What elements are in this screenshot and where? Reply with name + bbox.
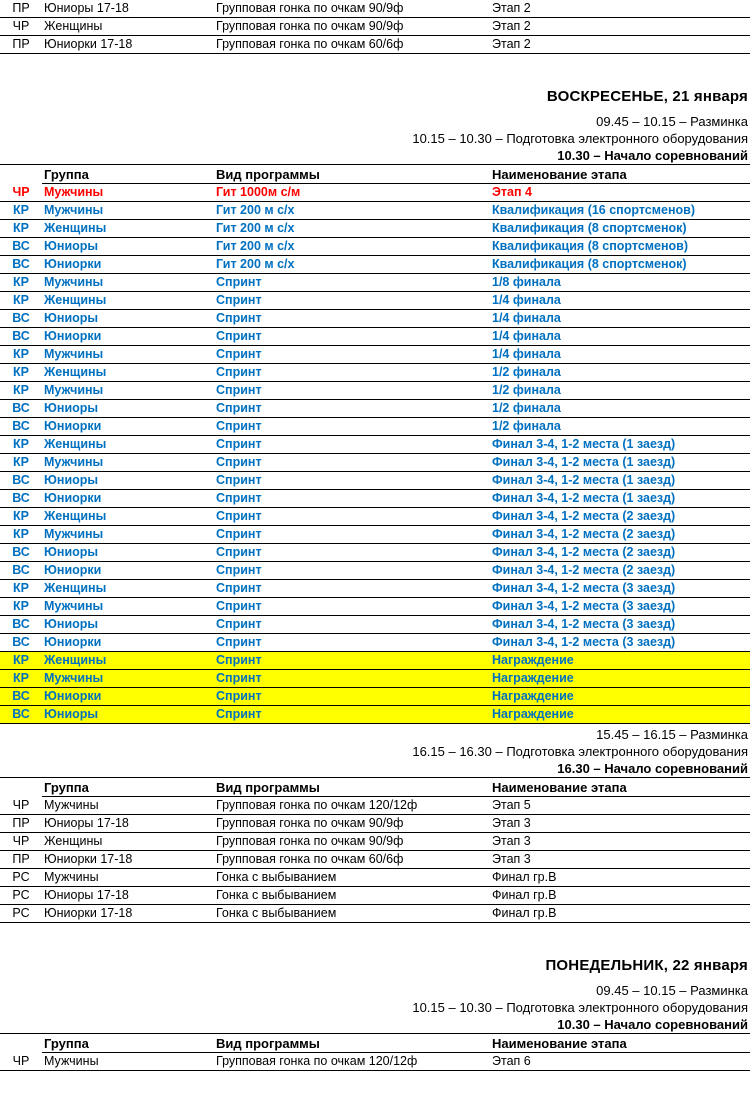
cell-program: Групповая гонка по очкам 120/12ф (214, 1053, 490, 1071)
cell-program: Спринт (214, 418, 490, 436)
cell-group: Мужчины (42, 797, 214, 815)
cell-program: Гит 200 м с/х (214, 220, 490, 238)
table-monday (0, 1033, 750, 1071)
cell-group: Женщины (42, 833, 214, 851)
column-header-group: Группа (42, 1034, 214, 1053)
table-row (0, 454, 750, 472)
cell-program: Групповая гонка по очкам 90/9ф (214, 18, 490, 36)
cell-program: Спринт (214, 472, 490, 490)
cell-code: КР (0, 454, 42, 472)
cell-group: Юниоры (42, 616, 214, 634)
table-row (0, 851, 750, 869)
cell-program: Групповая гонка по очкам 90/9ф (214, 0, 490, 18)
table-row (0, 526, 750, 544)
cell-program: Спринт (214, 652, 490, 670)
cell-group: Юниорки (42, 256, 214, 274)
cell-code: КР (0, 436, 42, 454)
table-row (0, 310, 750, 328)
timeline-monday-1: 09.45 – 10.15 – Разминка (596, 983, 748, 998)
table-row (0, 256, 750, 274)
cell-code: ПР (0, 36, 42, 54)
cell-group: Юниорки 17-18 (42, 851, 214, 869)
table-body-sunday-evening (0, 797, 750, 923)
cell-program: Спринт (214, 508, 490, 526)
timeline-sunday-1: 09.45 – 10.15 – Разминка (596, 114, 748, 129)
table-row (0, 887, 750, 905)
table-row (0, 364, 750, 382)
cell-group: Юниоры (42, 238, 214, 256)
table-row (0, 508, 750, 526)
cell-program: Спринт (214, 454, 490, 472)
spacer (0, 923, 750, 957)
cell-program: Спринт (214, 346, 490, 364)
cell-group: Мужчины (42, 454, 214, 472)
cell-program: Групповая гонка по очкам 60/6ф (214, 36, 490, 54)
cell-code: РС (0, 887, 42, 905)
table-row (0, 706, 750, 724)
table-row (0, 328, 750, 346)
table-row (0, 688, 750, 706)
table-row (0, 184, 750, 202)
cell-code: ВС (0, 634, 42, 652)
table-row (0, 1053, 750, 1071)
cell-stage: Квалификация (8 спортсменок) (490, 220, 750, 238)
cell-program: Групповая гонка по очкам 60/6ф (214, 851, 490, 869)
table-body-sunday-morning (0, 184, 750, 724)
column-header-stage: Наименование этапа (490, 165, 750, 184)
cell-stage: Этап 6 (490, 1053, 750, 1071)
cell-group: Мужчины (42, 869, 214, 887)
cell-stage: Награждение (490, 688, 750, 706)
cell-stage: Этап 2 (490, 0, 750, 18)
cell-stage: Награждение (490, 706, 750, 724)
column-header-code (0, 778, 42, 797)
cell-group: Юниорки (42, 490, 214, 508)
table-sunday-evening (0, 777, 750, 923)
cell-group: Мужчины (42, 184, 214, 202)
cell-stage: 1/4 финала (490, 310, 750, 328)
cell-stage: Квалификация (8 спортсменов) (490, 238, 750, 256)
table-row (0, 202, 750, 220)
cell-stage: Этап 3 (490, 815, 750, 833)
cell-stage: Этап 2 (490, 36, 750, 54)
cell-stage: 1/4 финала (490, 292, 750, 310)
cell-program: Спринт (214, 526, 490, 544)
cell-stage: Этап 4 (490, 184, 750, 202)
table-row (0, 382, 750, 400)
cell-code: ЧР (0, 833, 42, 851)
cell-code: КР (0, 526, 42, 544)
cell-stage: 1/2 финала (490, 400, 750, 418)
cell-stage: Финал 3-4, 1-2 места (3 заезд) (490, 616, 750, 634)
cell-code: КР (0, 202, 42, 220)
cell-stage: 1/2 финала (490, 382, 750, 400)
cell-stage: Финал 3-4, 1-2 места (3 заезд) (490, 634, 750, 652)
cell-group: Юниоры (42, 400, 214, 418)
cell-code: ВС (0, 418, 42, 436)
cell-stage: 1/4 финала (490, 328, 750, 346)
cell-code: КР (0, 220, 42, 238)
cell-stage: Этап 2 (490, 18, 750, 36)
table-row (0, 472, 750, 490)
day-title-sunday: ВОСКРЕСЕНЬЕ, 21 января (546, 88, 748, 105)
table-header-row (0, 165, 750, 184)
cell-program: Спринт (214, 634, 490, 652)
table-row (0, 0, 750, 18)
cell-program: Гит 200 м с/х (214, 202, 490, 220)
cell-program: Спринт (214, 562, 490, 580)
cell-stage: Этап 5 (490, 797, 750, 815)
table-row (0, 220, 750, 238)
cell-code: ПР (0, 815, 42, 833)
cell-stage: Этап 3 (490, 833, 750, 851)
cell-group: Юниорки (42, 688, 214, 706)
cell-group: Юниорки 17-18 (42, 905, 214, 923)
cell-group: Женщины (42, 220, 214, 238)
cell-stage: Награждение (490, 652, 750, 670)
column-header-program: Вид программы (214, 165, 490, 184)
column-header-code (0, 1034, 42, 1053)
cell-code: ВС (0, 310, 42, 328)
cell-code: ВС (0, 706, 42, 724)
table-row (0, 616, 750, 634)
cell-code: РС (0, 905, 42, 923)
table-head (0, 165, 750, 184)
cell-program: Гит 1000м с/м (214, 184, 490, 202)
cell-group: Мужчины (42, 1053, 214, 1071)
cell-group: Юниоры 17-18 (42, 887, 214, 905)
cell-program: Спринт (214, 706, 490, 724)
column-header-group: Группа (42, 165, 214, 184)
cell-code: КР (0, 292, 42, 310)
table-body-monday (0, 1053, 750, 1071)
cell-program: Спринт (214, 310, 490, 328)
cell-group: Женщины (42, 436, 214, 454)
cell-program: Гит 200 м с/х (214, 256, 490, 274)
cell-stage: 1/4 финала (490, 346, 750, 364)
table-row (0, 36, 750, 54)
cell-code: КР (0, 670, 42, 688)
cell-group: Юниоры (42, 544, 214, 562)
table-row (0, 869, 750, 887)
cell-group: Мужчины (42, 274, 214, 292)
table-header-row (0, 778, 750, 797)
cell-group: Юниоры (42, 310, 214, 328)
cell-program: Гонка с выбыванием (214, 869, 490, 887)
cell-code: ВС (0, 490, 42, 508)
column-header-program: Вид программы (214, 778, 490, 797)
table-row (0, 652, 750, 670)
cell-stage: Финал 3-4, 1-2 места (3 заезд) (490, 598, 750, 616)
column-header-group: Группа (42, 778, 214, 797)
cell-code: ЧР (0, 184, 42, 202)
cell-program: Гит 200 м с/х (214, 238, 490, 256)
cell-code: ВС (0, 562, 42, 580)
cell-stage: Финал 3-4, 1-2 места (2 заезд) (490, 526, 750, 544)
cell-stage: Награждение (490, 670, 750, 688)
cell-group: Юниоры (42, 706, 214, 724)
table-row (0, 292, 750, 310)
cell-stage: Финал 3-4, 1-2 места (1 заезд) (490, 472, 750, 490)
timeline-sunday-5: 16.15 – 16.30 – Подготовка электронного оборудования (412, 744, 748, 759)
cell-stage: Финал 3-4, 1-2 места (1 заезд) (490, 490, 750, 508)
cell-code: КР (0, 364, 42, 382)
cell-program: Спринт (214, 382, 490, 400)
cell-code: ВС (0, 256, 42, 274)
table-row (0, 833, 750, 851)
column-header-stage: Наименование этапа (490, 1034, 750, 1053)
cell-group: Женщины (42, 580, 214, 598)
cell-code: ВС (0, 472, 42, 490)
column-header-code (0, 165, 42, 184)
table-row (0, 400, 750, 418)
cell-program: Спринт (214, 364, 490, 382)
cell-stage: 1/2 финала (490, 418, 750, 436)
spacer (0, 54, 750, 88)
day-title-monday: ПОНЕДЕЛЬНИК, 22 января (545, 957, 748, 974)
cell-code: ЧР (0, 18, 42, 36)
cell-stage: Финал 3-4, 1-2 места (2 заезд) (490, 508, 750, 526)
cell-group: Мужчины (42, 598, 214, 616)
cell-group: Юниорки (42, 418, 214, 436)
column-header-program: Вид программы (214, 1034, 490, 1053)
cell-code: ВС (0, 688, 42, 706)
cell-group: Юниорки (42, 328, 214, 346)
cell-stage: Финал 3-4, 1-2 места (2 заезд) (490, 544, 750, 562)
cell-code: ВС (0, 400, 42, 418)
cell-code: КР (0, 508, 42, 526)
cell-program: Спринт (214, 328, 490, 346)
cell-stage: 1/8 финала (490, 274, 750, 292)
cell-stage: Финал гр.В (490, 887, 750, 905)
cell-program: Спринт (214, 274, 490, 292)
cell-stage: 1/2 финала (490, 364, 750, 382)
cell-code: КР (0, 598, 42, 616)
cell-stage: Квалификация (16 спортсменов) (490, 202, 750, 220)
cell-code: ВС (0, 544, 42, 562)
cell-group: Женщины (42, 292, 214, 310)
table-row (0, 18, 750, 36)
table-head (0, 778, 750, 797)
cell-stage: Финал 3-4, 1-2 места (1 заезд) (490, 454, 750, 472)
cell-program: Спринт (214, 580, 490, 598)
table-row (0, 418, 750, 436)
cell-group: Женщины (42, 18, 214, 36)
table-sunday-morning (0, 164, 750, 724)
cell-group: Юниорки (42, 562, 214, 580)
cell-program: Спринт (214, 598, 490, 616)
timeline-monday-2: 10.15 – 10.30 – Подготовка электронного оборудования (412, 1000, 748, 1015)
cell-group: Мужчины (42, 670, 214, 688)
table-row (0, 670, 750, 688)
cell-group: Юниорки (42, 634, 214, 652)
table-body-continuation (0, 0, 750, 54)
table-row (0, 905, 750, 923)
cell-code: ЧР (0, 797, 42, 815)
cell-program: Спринт (214, 400, 490, 418)
cell-group: Юниоры 17-18 (42, 0, 214, 18)
cell-code: ВС (0, 238, 42, 256)
cell-program: Групповая гонка по очкам 90/9ф (214, 833, 490, 851)
cell-program: Групповая гонка по очкам 90/9ф (214, 815, 490, 833)
cell-program: Спринт (214, 436, 490, 454)
timeline-sunday-3: 10.30 – Начало соревнований (557, 148, 748, 163)
cell-group: Женщины (42, 364, 214, 382)
cell-code: РС (0, 869, 42, 887)
table-row (0, 274, 750, 292)
cell-code: КР (0, 382, 42, 400)
table-row (0, 544, 750, 562)
table-row (0, 238, 750, 256)
table-row (0, 490, 750, 508)
table-row (0, 797, 750, 815)
cell-stage: Финал 3-4, 1-2 места (1 заезд) (490, 436, 750, 454)
cell-code: ПР (0, 0, 42, 18)
table-row (0, 598, 750, 616)
cell-code: ПР (0, 851, 42, 869)
cell-group: Женщины (42, 652, 214, 670)
cell-program: Групповая гонка по очкам 120/12ф (214, 797, 490, 815)
cell-code: КР (0, 274, 42, 292)
table-row (0, 815, 750, 833)
cell-group: Юниоры (42, 472, 214, 490)
cell-stage: Финал 3-4, 1-2 места (3 заезд) (490, 580, 750, 598)
cell-stage: Финал гр.В (490, 905, 750, 923)
cell-code: КР (0, 346, 42, 364)
cell-program: Гонка с выбыванием (214, 887, 490, 905)
cell-program: Спринт (214, 616, 490, 634)
cell-code: КР (0, 652, 42, 670)
table-head (0, 1034, 750, 1053)
table-row (0, 436, 750, 454)
cell-group: Женщины (42, 508, 214, 526)
spacer (0, 974, 750, 982)
timeline-sunday-4: 15.45 – 16.15 – Разминка (596, 727, 748, 742)
cell-stage: Финал 3-4, 1-2 места (2 заезд) (490, 562, 750, 580)
table-row (0, 346, 750, 364)
cell-group: Мужчины (42, 382, 214, 400)
cell-code: ЧР (0, 1053, 42, 1071)
cell-program: Спринт (214, 688, 490, 706)
cell-program: Спринт (214, 292, 490, 310)
table-row (0, 562, 750, 580)
cell-group: Юниорки 17-18 (42, 36, 214, 54)
cell-code: ВС (0, 616, 42, 634)
cell-program: Гонка с выбыванием (214, 905, 490, 923)
cell-group: Мужчины (42, 346, 214, 364)
cell-program: Спринт (214, 490, 490, 508)
table-header-row (0, 1034, 750, 1053)
table-row (0, 634, 750, 652)
cell-code: КР (0, 580, 42, 598)
column-header-stage: Наименование этапа (490, 778, 750, 797)
timeline-sunday-6: 16.30 – Начало соревнований (557, 761, 748, 776)
timeline-monday-3: 10.30 – Начало соревнований (557, 1017, 748, 1032)
cell-program: Спринт (214, 670, 490, 688)
spacer (0, 105, 750, 113)
cell-group: Юниоры 17-18 (42, 815, 214, 833)
table-row (0, 580, 750, 598)
timeline-sunday-2: 10.15 – 10.30 – Подготовка электронного оборудования (412, 131, 748, 146)
cell-program: Спринт (214, 544, 490, 562)
cell-stage: Квалификация (8 спортсменок) (490, 256, 750, 274)
table-continuation (0, 0, 750, 54)
cell-stage: Финал гр.В (490, 869, 750, 887)
cell-stage: Этап 3 (490, 851, 750, 869)
cell-code: ВС (0, 328, 42, 346)
cell-group: Мужчины (42, 526, 214, 544)
cell-group: Мужчины (42, 202, 214, 220)
